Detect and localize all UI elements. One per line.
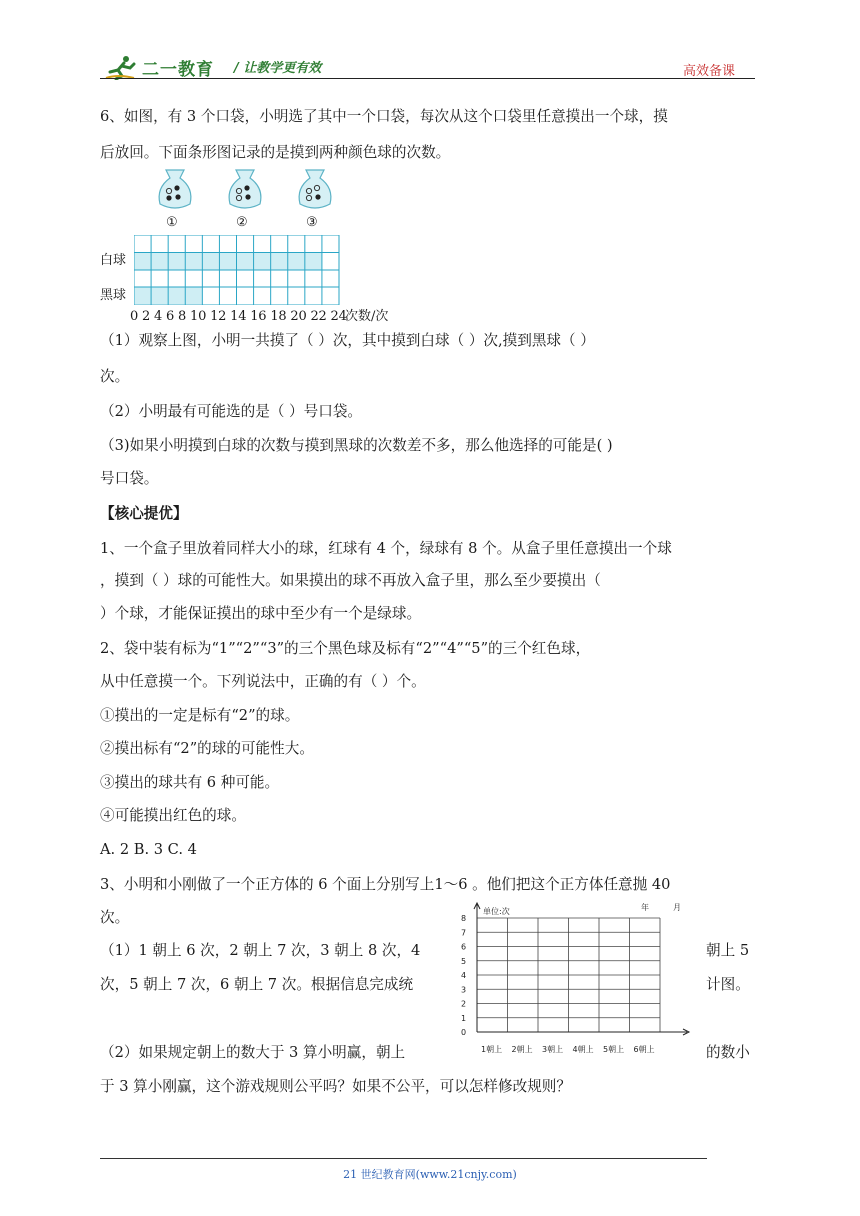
- p3-sub1-right-2: 计图。: [706, 976, 750, 993]
- section-title: 【核心提优】: [100, 505, 188, 522]
- site-logo: [104, 54, 344, 80]
- grid-x-label: 4朝上: [572, 1045, 594, 1054]
- grid-y-tick: 1: [461, 1013, 467, 1023]
- p2-choices: A. 2 B. 3 C. 4: [100, 841, 197, 858]
- bar-x-unit: 次数/次: [345, 309, 389, 324]
- grid-y-tick: 0: [461, 1028, 467, 1037]
- grid-year-label: 年: [641, 903, 649, 912]
- p3-sub2-left: （2）如果规定朝上的数大于 3 算小明赢，朝上: [100, 1044, 406, 1061]
- brand-slogan: / 让教学更有效: [234, 61, 322, 76]
- grid-x-label: 6朝上: [633, 1045, 655, 1054]
- header-divider: [100, 78, 755, 79]
- p2-option-4: ④可能摸出红色的球。: [100, 807, 246, 824]
- bag-3-icon: [299, 170, 331, 208]
- grid-y-tick: 8: [461, 914, 467, 923]
- p1-line-3: ）个球，才能保证摸出的球中至少有一个是绿球。: [100, 605, 422, 622]
- grid-x-label: 5朝上: [603, 1045, 625, 1054]
- bar-x-ticks: 0 2 4 6 8 10 12 14 16 18 20 22 24: [130, 309, 347, 324]
- q6-line-2: 后放回。下面条形图记录的是摸到两种颜色球的次数。: [100, 144, 451, 161]
- grid-x-label: 3朝上: [542, 1045, 564, 1054]
- grid-y-tick: 6: [461, 942, 467, 952]
- bag-label-3: ③: [306, 215, 318, 230]
- grid-x-label: 1朝上: [481, 1045, 503, 1054]
- p3-sub1-right-1: 朝上 5: [706, 942, 750, 959]
- bar-white: [134, 253, 322, 270]
- p3-sub1-left-2: 次，5 朝上 7 次，6 朝上 7 次。根据信息完成统: [100, 976, 414, 993]
- p2-option-3: ③摸出的球共有 6 种可能。: [100, 774, 280, 791]
- p2-line-1: 2、袋中装有标为“1”“2”“3”的三个黑色球及标有“2”“4”“5”的三个红色球，: [100, 640, 591, 657]
- p3-line-2: 次。: [100, 909, 130, 926]
- footer-divider: [100, 1158, 707, 1159]
- grid-unit-label: 单位:次: [483, 907, 510, 916]
- p2-option-1: ①摸出的一定是标有“2”的球。: [100, 707, 300, 724]
- p1-line-1: 1、一个盒子里放着同样大小的球，红球有 4 个，绿球有 8 个。从盒子里任意摸出一个球: [100, 540, 672, 557]
- q6-sub1-line-2: 次。: [100, 368, 130, 385]
- p3-sub2-line-2: 于 3 算小刚赢，这个游戏规则公平吗？如果不公平，可以怎样修改规则？: [100, 1078, 571, 1095]
- bags-figure: [150, 166, 340, 214]
- grid-month-label: 月: [673, 903, 681, 912]
- p3-sub1-left-1: （1）1 朝上 6 次，2 朝上 7 次，3 朝上 8 次，4: [100, 942, 421, 959]
- bar-row-label-white: 白球: [100, 253, 127, 268]
- footer-text: 21 世纪教育网(www.21cnjy.com): [343, 1168, 517, 1181]
- p2-option-2: ②摸出标有“2”的球的可能性大。: [100, 740, 314, 757]
- p2-line-2: 从中任意摸一个。下列说法中，正确的有（ ）个。: [100, 673, 426, 690]
- q6-sub3-line-1: （3)如果小明摸到白球的次数与摸到黑球的次数差不多，那么他选择的可能是( ): [100, 437, 613, 454]
- runner-logo-icon: [104, 54, 140, 80]
- grid-y-tick: 3: [461, 985, 467, 995]
- grid-x-label: 2朝上: [511, 1045, 533, 1054]
- grid-y-tick: 7: [461, 928, 467, 938]
- q6-line-1: 6、如图，有 3 个口袋，小明选了其中一个口袋，每次从这个口袋里任意摸出一个球，摸: [100, 108, 668, 125]
- p1-line-2: ，摸到（ ）球的可能性大。如果摸出的球不再放入盒子里，那么至少要摸出（: [100, 572, 601, 589]
- bar-grid-chart: [134, 235, 344, 305]
- p3-sub2-right: 的数小: [706, 1044, 750, 1061]
- grid-y-tick: 2: [461, 999, 467, 1009]
- q6-sub2: （2）小明最有可能选的是（ ）号口袋。: [100, 403, 363, 420]
- grid-y-tick: 4: [461, 971, 467, 980]
- dice-grid-chart: [455, 900, 695, 1060]
- bar-row-label-black: 黑球: [100, 288, 127, 303]
- q6-sub1-line-1: （1）观察上图，小明一共摸了（ ）次，其中摸到白球（ ）次,摸到黑球（ ）: [100, 332, 595, 349]
- bag-label-1: ①: [166, 215, 178, 230]
- p3-line-1: 3、小明和小刚做了一个正方体的 6 个面上分别写上1～6 。他们把这个正方体任意抛 40: [100, 876, 671, 893]
- bag-label-2: ②: [236, 215, 248, 230]
- brand-name: 二一教育: [142, 60, 214, 80]
- header-tagline: 高效备课: [683, 64, 736, 79]
- bag-2-icon: [229, 170, 261, 208]
- q6-sub3-line-2: 号口袋。: [100, 470, 159, 487]
- grid-y-tick: 5: [461, 956, 467, 966]
- bag-1-icon: [159, 170, 191, 208]
